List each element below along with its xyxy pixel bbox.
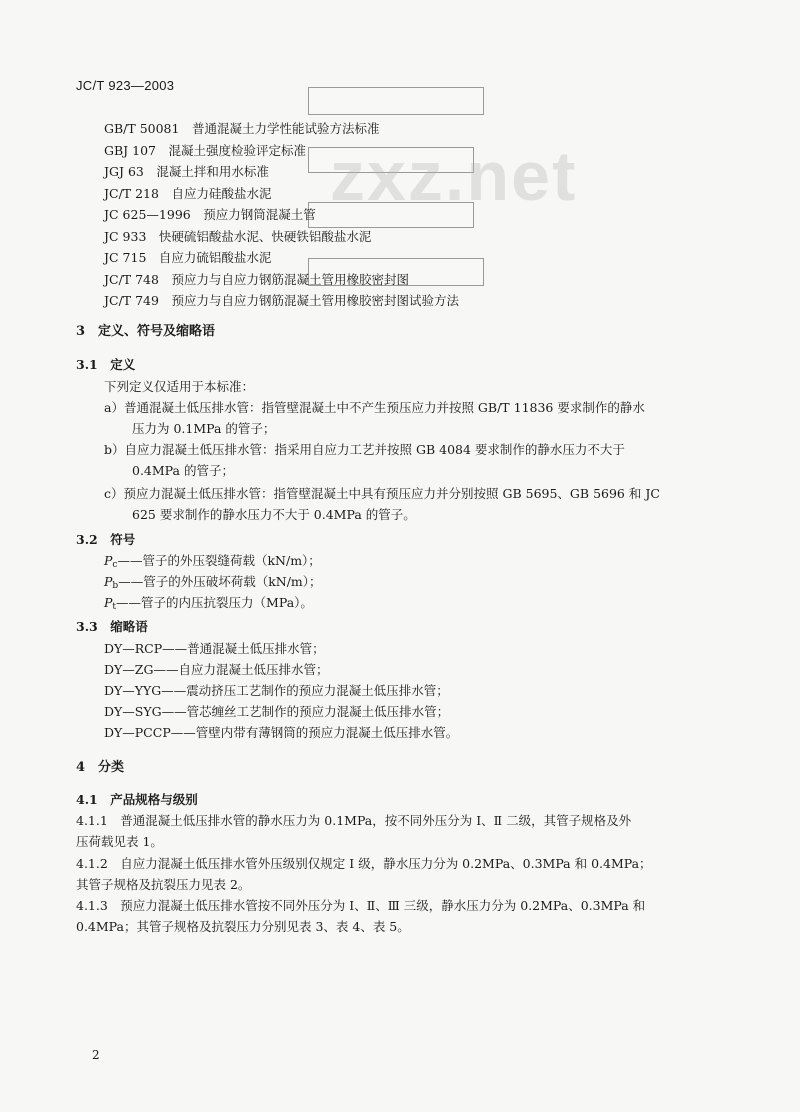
symbol-item <box>104 595 313 615</box>
symbol: P <box>104 574 113 589</box>
reference-item: JC/T 748 预应力与自应力钢筋混凝土管用橡胶密封图 <box>104 272 409 287</box>
symbol-definition: ——管子的外压破坏荷载（kN/m）； <box>118 574 322 589</box>
clause-paragraph: 4.1.1 普通混凝土低压排水管的静水压力为 0.1MPa，按不同外压分为 Ⅰ、Ⅱ 二级，其管子规格及外 <box>76 813 632 828</box>
symbol: P <box>104 595 113 610</box>
symbol-definition: ——管子的外压裂缝荷载（kN/m）； <box>117 553 321 568</box>
definition-item: c）预应力混凝土低压排水管：指管壁混凝土中具有预压应力并分别按照 GB 5695、GB 5696 和 JC <box>104 486 660 501</box>
reference-item: JC/T 218 自应力硅酸盐水泥 <box>104 186 272 201</box>
subsection-heading: 3.3 缩略语 <box>76 619 148 634</box>
clause-paragraph-cont: 0.4MPa；其管子规格及抗裂压力分别见表 3、表 4、表 5。 <box>76 919 410 934</box>
paragraph: 下列定义仅适用于本标准： <box>104 379 255 394</box>
reference-item: JC 933 快硬硫铝酸盐水泥、快硬铁铝酸盐水泥 <box>104 229 372 244</box>
subsection-heading: 4.1 产品规格与级别 <box>76 792 198 807</box>
definition-item: a）普通混凝土低压排水管：指管壁混凝土中不产生预压应力并按照 GB/T 11836 要求制作的静水 <box>104 400 645 415</box>
clause-paragraph: 4.1.2 自应力混凝土低压排水管外压级别仅规定 Ⅰ 级，静水压力分为 0.2MPa、0.3MPa 和 0.4MPa； <box>76 856 652 871</box>
abbreviation-item: DY—PCCP——管壁内带有薄钢筒的预应力混凝土低压排水管。 <box>104 725 459 740</box>
subsection-heading: 3.2 符号 <box>76 532 136 547</box>
definition-item-cont: 0.4MPa 的管子； <box>132 463 234 478</box>
section-heading: 3 定义、符号及缩略语 <box>76 324 216 339</box>
clause-paragraph-cont: 其管子规格及抗裂压力见表 2。 <box>76 877 251 892</box>
symbol-subscript: t <box>112 602 117 612</box>
definition-item-cont: 625 要求制作的静水压力不大于 0.4MPa 的管子。 <box>132 507 416 522</box>
reference-item: GB/T 50081 普通混凝土力学性能试验方法标准 <box>104 121 380 136</box>
clause-paragraph: 4.1.3 预应力混凝土低压排水管按不同外压分为 Ⅰ、Ⅱ、Ⅲ 三级，静水压力分为 0.2MPa、0.3MPa 和 <box>76 898 646 913</box>
reference-item: GBJ 107 混凝土强度检验评定标准 <box>104 143 307 158</box>
subsection-heading: 3.1 定义 <box>76 357 136 372</box>
section-heading: 4 分类 <box>76 760 125 775</box>
watermark-text: zxz.net <box>330 137 578 215</box>
reference-item: JC 625—1996 预应力钢筒混凝土管 <box>104 207 316 222</box>
abbreviation-item: DY—ZG——自应力混凝土低压排水管； <box>104 662 329 677</box>
standard-header: JC/T 923—2003 <box>76 78 175 93</box>
symbol: P <box>104 553 113 568</box>
abbreviation-item: DY—YYG——震动挤压工艺制作的预应力混凝土低压排水管； <box>104 683 449 698</box>
definition-item: b）自应力混凝土低压排水管：指采用自应力工艺并按照 GB 4084 要求制作的静水压力不大于 <box>104 442 625 457</box>
page-number: 2 <box>92 1048 100 1062</box>
abbreviation-item: DY—SYG——管芯缠丝工艺制作的预应力混凝土低压排水管； <box>104 704 450 719</box>
reference-item: JC/T 749 预应力与自应力钢筋混凝土管用橡胶密封图试验方法 <box>104 293 459 308</box>
reference-item: JGJ 63 混凝土拌和用水标准 <box>104 164 269 179</box>
symbol-definition: ——管子的内压抗裂压力（MPa）。 <box>116 595 313 610</box>
symbol-item <box>104 574 322 594</box>
symbol-item <box>104 553 321 573</box>
symbol-subscript: c <box>112 560 118 570</box>
watermark-box <box>308 87 484 115</box>
symbol-subscript: b <box>112 581 119 591</box>
clause-paragraph-cont: 压荷载见表 1。 <box>76 834 163 849</box>
reference-item: JC 715 自应力硫铝酸盐水泥 <box>104 250 272 265</box>
definition-item-cont: 压力为 0.1MPa 的管子； <box>132 421 276 436</box>
abbreviation-item: DY—RCP——普通混凝土低压排水管； <box>104 641 325 656</box>
